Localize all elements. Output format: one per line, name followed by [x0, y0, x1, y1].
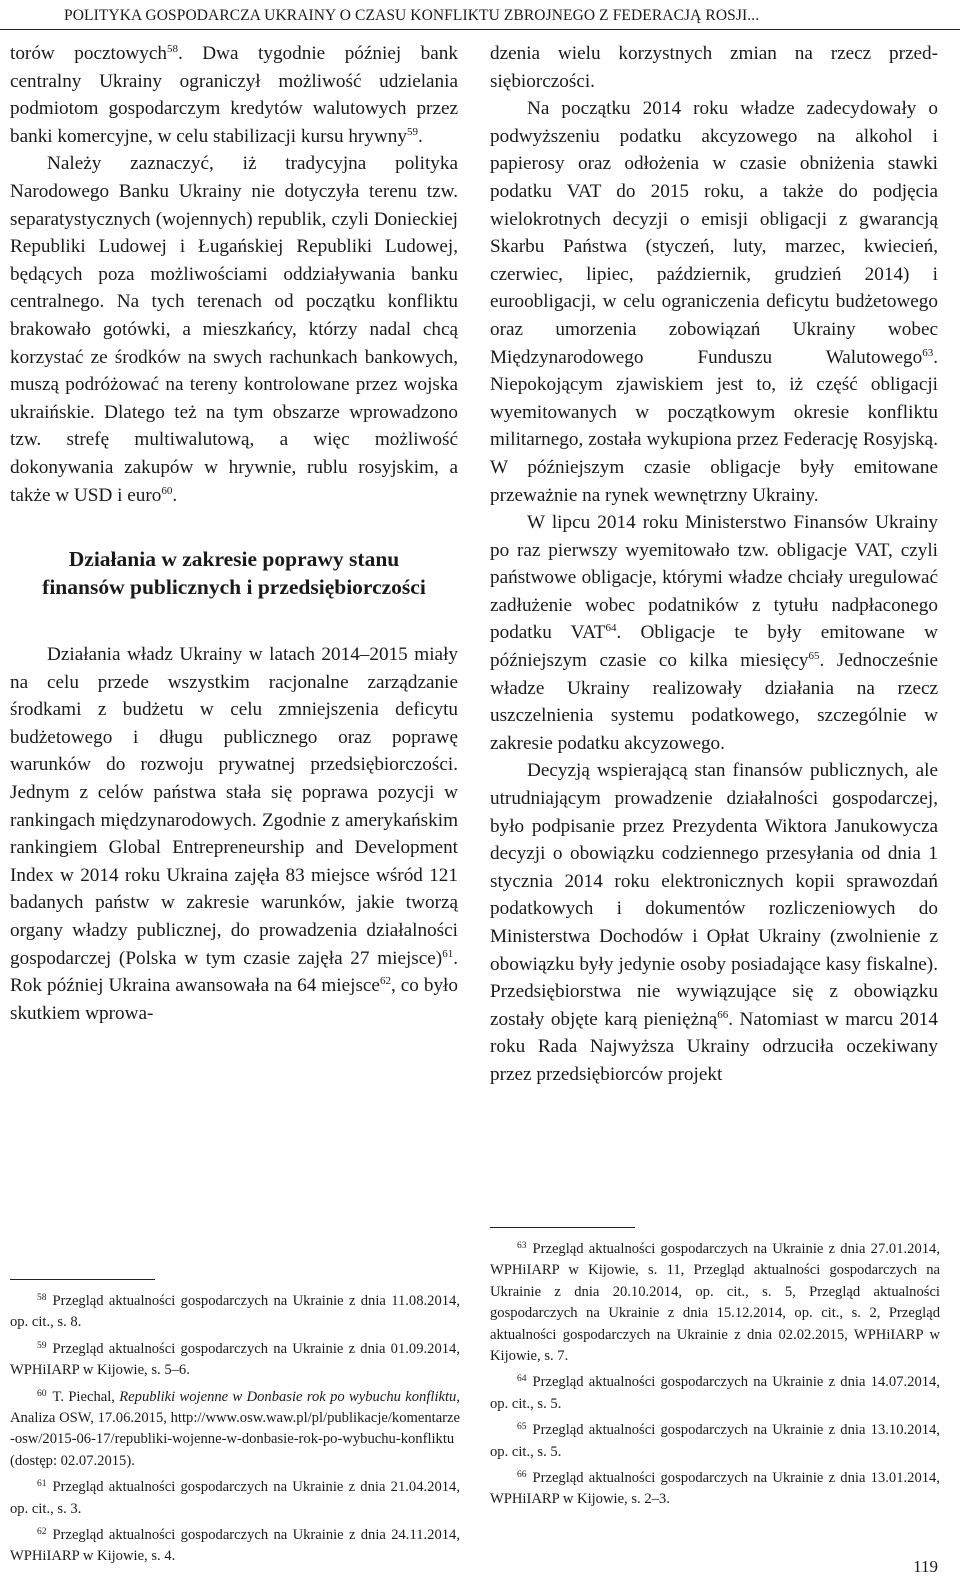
footnotes-right: [490, 1227, 940, 1516]
page-number: 119: [913, 1557, 938, 1576]
footnote: $^{58}$ Przegląd aktualności gospodarczych na Ukrainie z dnia 11.08.2014, op. cit., s. 8.: [10, 1293, 460, 1331]
footnotes-left: [10, 1279, 460, 1573]
footnote: $^{62}$ Przegląd aktualności gospodarczych na Ukrainie z dnia 24.11.2014, WPHiIARP w Kijowie, s. 4.: [10, 1527, 460, 1565]
paragraph: Na początku 2014 roku władze zadecydowały o podwyższeniu podatku akcyzowego na alkohol i papierosy oraz odłożenia w czasie obniżenia stawki podatku VAT do 2015 roku, a także do podjęcia wielokrotnych decyzji o emisji obligacji z gwarancją Skarbu Państwa (styczeń, luty, marzec, kwiecień, czerwiec, lipiec, październik, grudzień 2014) i euroobligacji, w celu ograniczenia deficytu budżetowego oraz umorzenia zobowiązań Ukrainy wobec Międzynarodowego Funduszu Walutowego$^{63}$. Niepokojącym zjawiskiem jest to, iż część obligacji wyemitowanych w początkowym okresie konfliktu militarnego, została wykupiona przez Federację Rosyjską. W późniejszym czasie obligacje były emitowane przeważnie na rynek wewnętrzny Ukrainy.: [490, 98, 938, 506]
footnote: $^{64}$ Przegląd aktualności gospodarczych na Ukrainie z dnia 14.07.2014, op. cit., s. 5.: [490, 1374, 940, 1412]
footnote-ref[interactable]: 66: [717, 1008, 729, 1021]
running-title: POLITYKA GOSPODARCZA UKRAINY O CZASU KONFLIKTU ZBROJNEGO Z FEDERACJĄ ROSJI...: [64, 7, 760, 24]
footnote-divider: [490, 1227, 635, 1228]
footnote-ref[interactable]: 64: [605, 622, 617, 635]
paragraph: torów pocztowych$^{58}$. Dwa tygodnie później bank centralny Ukrainy ograniczył możliwość udzielania podmiotom gospodarczym kredytów walutowych przez banki komercyjne, w celu stabilizacji kursu hrywny$^{59}$.: [10, 43, 458, 147]
footnote-ref[interactable]: 58: [166, 43, 178, 55]
footnote-ref[interactable]: 61: [442, 947, 454, 960]
paragraph: W lipcu 2014 roku Ministerstwo Finansów Ukrainy po raz pierwszy wyemitowało tzw. obligacje VAT, czyli państwowe obligacje, którymi władze chciały uregulować zadłużenie wobec podatników z tytułu nadpłaconego podatku VAT$^{64}$. Obligacje te były emitowane w późniejszym czasie co kilka miesięcy$^{65}$. Jednocześnie władze Ukrainy realizowały działania na rzecz uszczelnienia systemu podatkowego, szczególnie w zakresie podatku akcyzowego.: [490, 512, 938, 754]
paragraph: dzenia wielu korzystnych zmian na rzecz przedsiębiorczości.: [490, 43, 938, 92]
footnote-ref[interactable]: 65: [808, 650, 820, 663]
footnote-divider: [10, 1279, 155, 1280]
section-heading: Działania w zakresie poprawy stanu finansów publicznych i przedsiębiorczości: [42, 547, 426, 600]
footnote: $^{59}$ Przegląd aktualności gospodarczych na Ukrainie z dnia 01.09.2014, WPHiIARP w Kijowie, s. 5–6.: [10, 1340, 460, 1379]
paragraph: Decyzją wspierającą stan finansów publicznych, ale utrudniającym prowadzenie działalności gospodarczej, było podpisanie przez Prezydenta Wiktora Janukowycza decyzji o obowiązku codziennego przesyłania od dnia 1 stycznia 2014 roku elektronicznych kopii sprawozdań podatkowych i dokumentów rozliczeniowych do Ministerstwa Dochodów i Opłat Ukrainy (zwolnienie z obowiązku były jedynie osoby posiadające kasy fiskalne). Przedsiębiorstwa nie wywiązujące się z obowiązku zostały objęte karą pieniężną$^{66}$. Natomiast w marcu 2014 roku Rada Najwyższa Ukrainy odrzuciła oczekiwany przez przedsiębiorców projekt: [490, 760, 938, 1085]
paragraph: Działania władz Ukrainy w latach 2014–2015 miały na celu przede wszystkim racjonalne zarządzanie środkami z budżetu w celu zmniejszenia deficytu budżetowego i długu publicznego oraz poprawę warunków do rozwoju prywatnej przedsiębiorczości. Jednym z celów państwa stała się poprawa pozycji w rankingach międzynarodowych. Zgodnie z amerykańskim rankingiem Global Entrepreneurship and Development Index w 2014 roku Ukraina zajęła 83 miejsce wśród 121 badanych państw w zakresie warunków, jakie tworzą organy władzy publicznej, do prowadzenia działalności gospodarczej (Polska w tym czasie zajęła 27 miejsce)$^{61}$. Rok później Ukraina awansowała na 64 miejsce$^{62}$, co było skutkiem wprowa-: [10, 644, 458, 1024]
footnote-ref[interactable]: 60: [161, 484, 173, 497]
left-column: [10, 40, 458, 1027]
footnote-ref[interactable]: 63: [922, 346, 934, 359]
footnote: $^{60}$ T. Piechal, Republiki wojenne w Donbasie rok po wybuchu konfliktu, Analiza OSW, 17.06.2015, http://www.osw.waw.pl/pl/publikacje/komentarze-osw/2015-06-17/republiki-wojenne-w-donbasie-rok-po-wybuchu-konfliktu (dostęp: 02.07.2015).: [10, 1388, 460, 1469]
running-head: [0, 7, 960, 30]
footnote-ref[interactable]: 62: [379, 975, 391, 988]
footnote: $^{65}$ Przegląd aktualności gospodarczych na Ukrainie z dnia 13.10.2014, op. cit., s. 5.: [490, 1422, 940, 1460]
footnote: $^{66}$ Przegląd aktualności gospodarczych na Ukrainie z dnia 13.01.2014, WPHiIARP w Kijowie, s. 2–3.: [490, 1470, 940, 1508]
footnote: $^{63}$ Przegląd aktualności gospodarczych na Ukrainie z dnia 27.01.2014, WPHiIARP w Kijowie, s. 11, Przegląd aktualności gospodarczych na Ukrainie z dnia 20.10.2014, op. cit., s. 5, Przegląd aktualności gospodarczych na Ukrainie z dnia 15.12.2014, op. cit., s. 2, Przegląd aktualności gospodarczych na Ukrainie z dnia 02.02.2015, WPHiIARP w Kijowie, s. 7.: [490, 1241, 940, 1365]
paragraph: Należy zaznaczyć, iż tradycyjna polityka Narodowego Banku Ukrainy nie dotyczyła terenu tzw. separatystycznych (wojennych) republik, czyli Donieckiej Republiki Ludowej i Ługańskiej Republiki Ludowej, będących poza możliwościami oddziaływania banku centralnego. Na tych terenach od początku konfliktu brakowało gotówki, a mieszkańcy, którzy nadal chcą korzystać ze środków na swych rachunkach bankowych, muszą podróżować na tereny kontrolowane przez wojska ukraińskie. Dlatego też na tym obszarze wprowadzono tzw. strefę multiwalutową, a więc możliwość dokonywania zakupów w hrywnie, rublu rosyjskim, a także w USD i euro$^{60}$.: [10, 153, 458, 506]
footnote-ref[interactable]: 59: [406, 125, 418, 138]
right-column: [490, 40, 938, 1089]
footnote-title: Republiki wojenne w Donbasie rok po wybuchu konfliktu: [119, 1388, 457, 1405]
footnote: $^{61}$ Przegląd aktualności gospodarczych na Ukrainie z dnia 21.04.2014, op. cit., s. 3.: [10, 1479, 460, 1517]
